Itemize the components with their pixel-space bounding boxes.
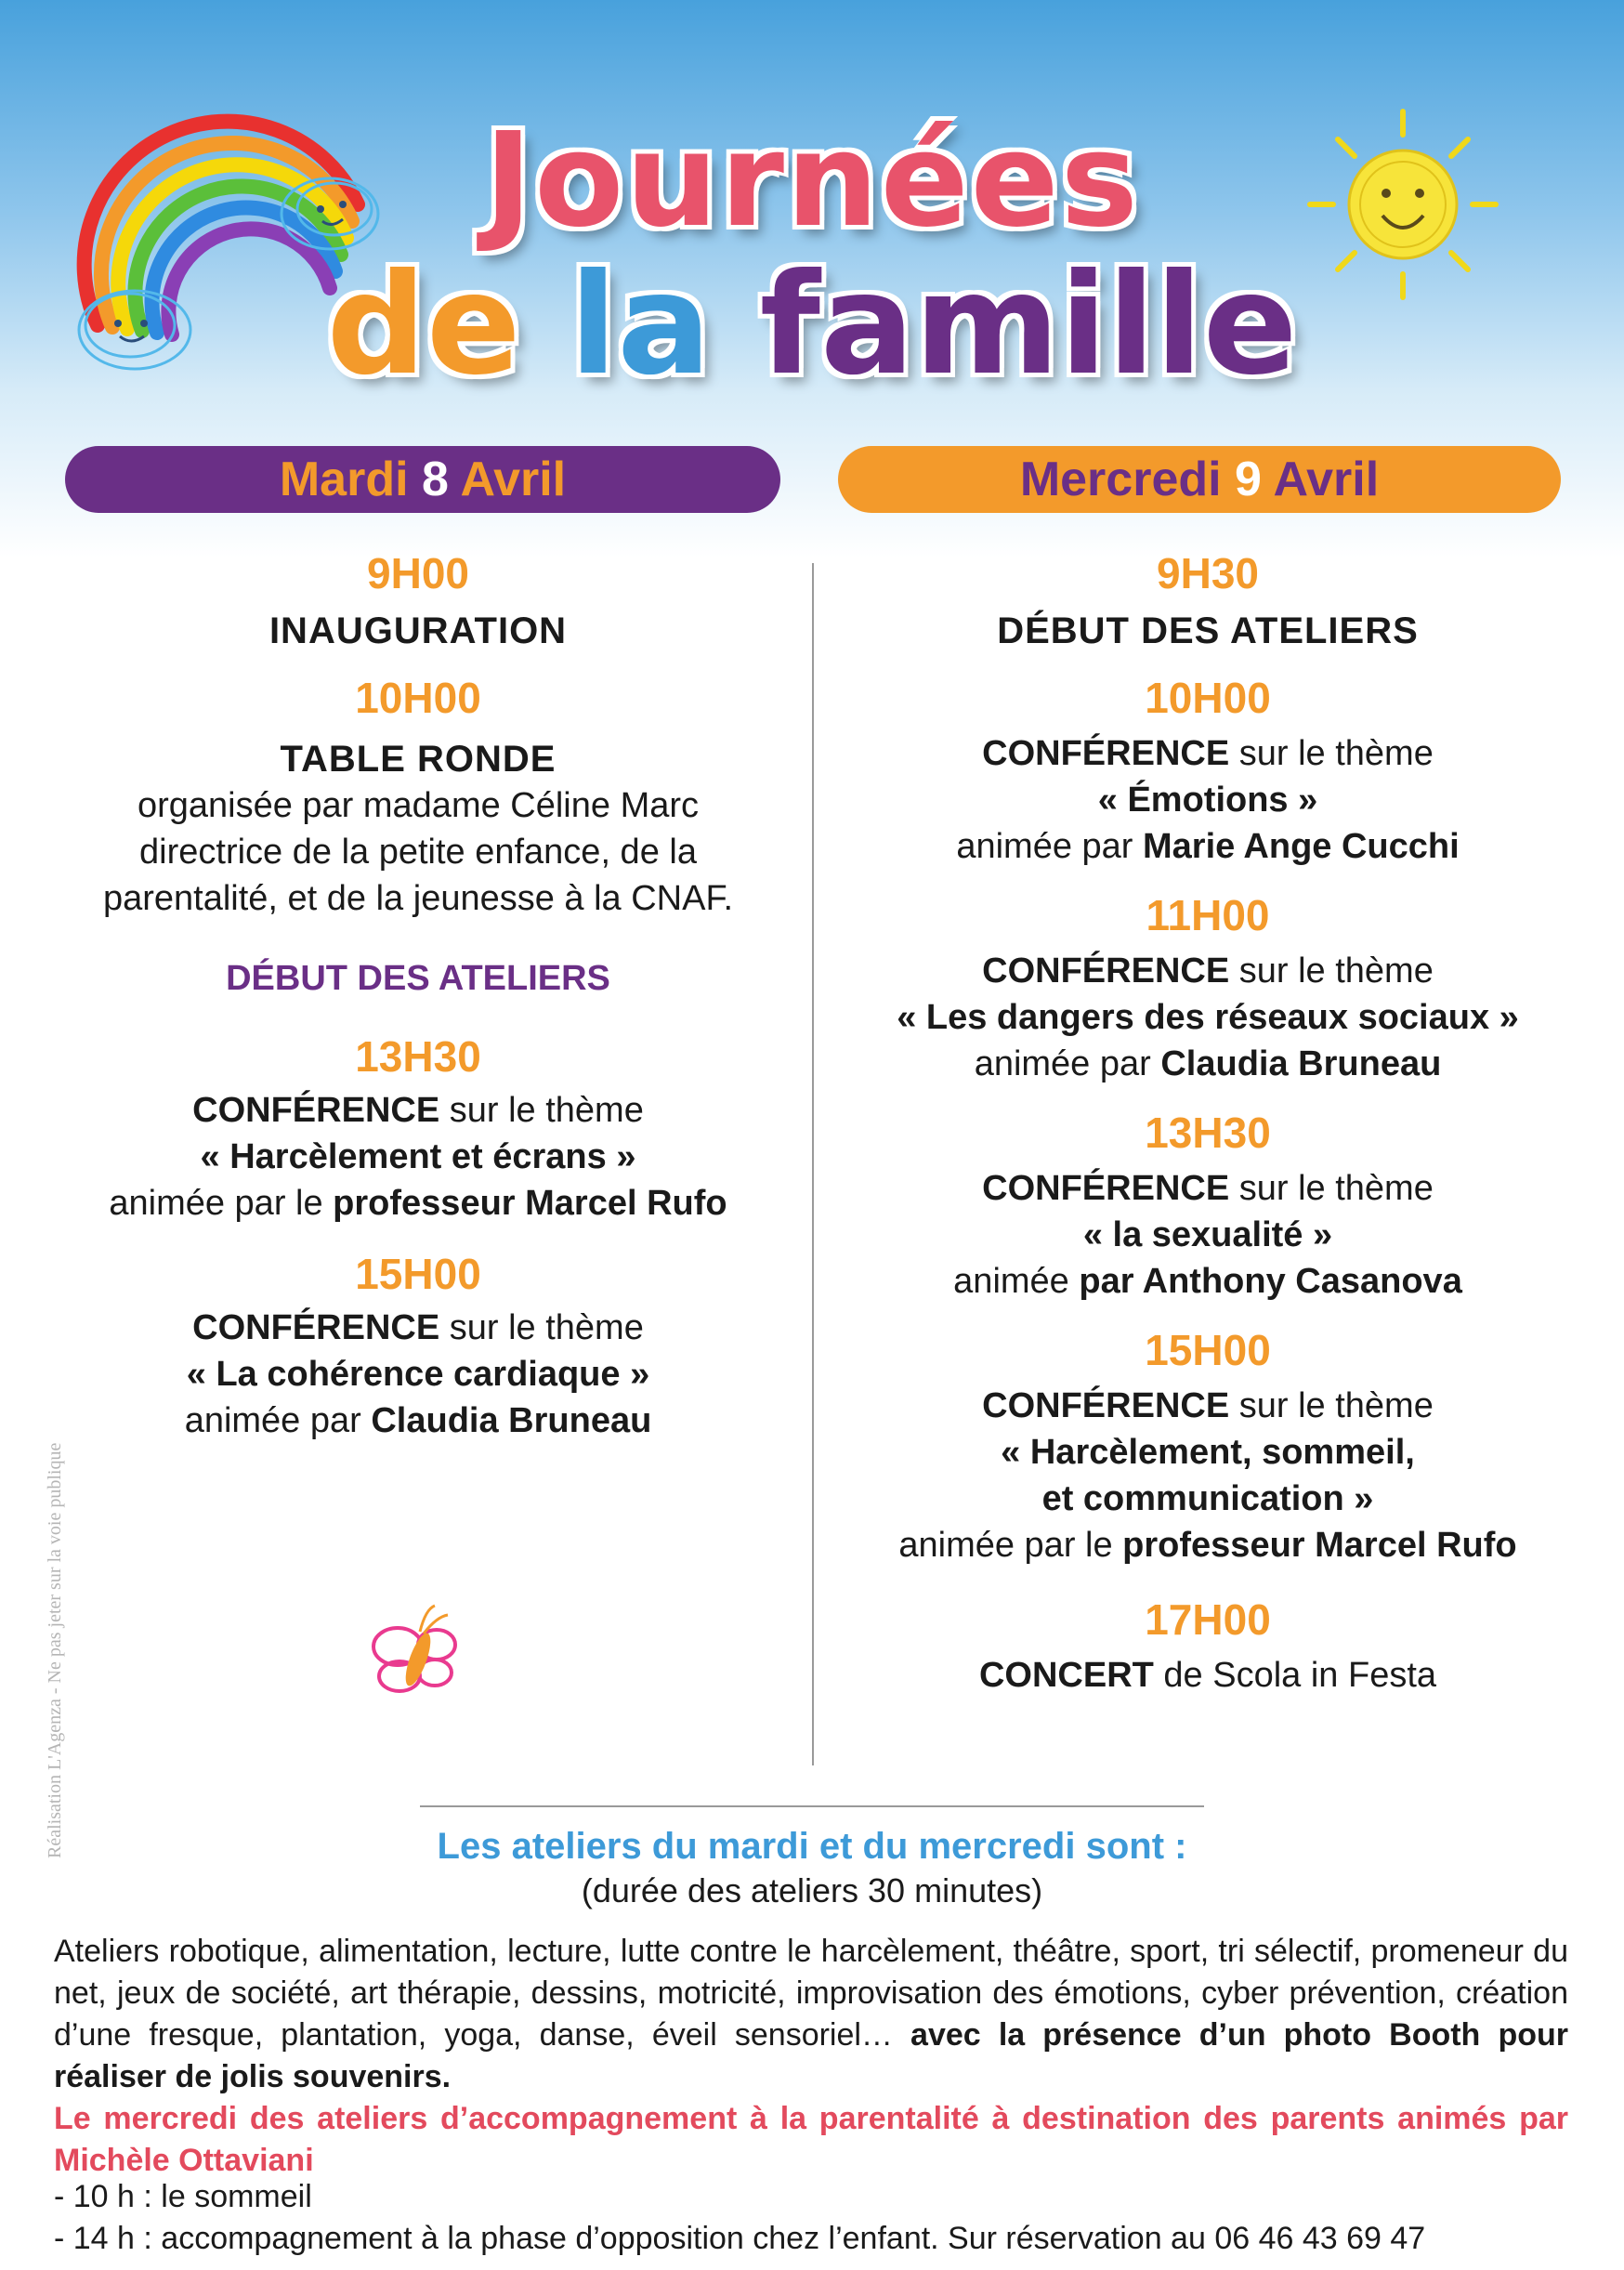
host-prefix: animée par le [898,1526,1123,1565]
title-word-la: la [569,244,712,406]
host-prefix: animée par [956,827,1143,866]
event-host [836,823,1579,870]
event-title: DÉBUT DES ATELIERS [997,610,1419,651]
event-kind: CONFÉRENCE [982,734,1230,773]
time-label: 11H00 [1146,891,1270,939]
time-label: 15H00 [1145,1326,1271,1374]
event-host [56,1180,780,1227]
host-prefix: animée par [184,1401,372,1440]
event-kind-rest: sur le thème [1229,1169,1434,1208]
event-host [836,1522,1579,1568]
event-kind-rest: de Scola in Festa [1153,1656,1437,1695]
event-title: TABLE RONDE [280,739,557,780]
event-text [836,1165,1579,1212]
event-kind: CONFÉRENCE [982,951,1230,991]
event-kind: CONFÉRENCE [982,1169,1230,1208]
host-name: Marie Ange Cucchi [1143,827,1460,866]
title-line-1: Journées [484,105,1140,256]
event-text: directrice de la petite enfance, de la [139,833,697,872]
event-kind-rest: sur le thème [1229,1386,1434,1425]
time-label: 13H30 [355,1032,481,1081]
event-host [836,1041,1579,1087]
event-text [836,948,1579,994]
host-prefix: animée [953,1262,1080,1301]
event-theme: « La cohérence cardiaque » [186,1355,650,1394]
time-label: 13H30 [1145,1109,1271,1157]
butterfly-icon [362,1598,474,1710]
workshop-item: - 14 h : accompagnement à la phase d’opposition chez l’enfant. Sur réservation au 06 46 43 69 47 [54,2221,1426,2256]
column-divider [812,563,814,1765]
time-label: 9H30 [1157,549,1259,597]
ateliers-duration: (durée des ateliers 30 minutes) [581,1871,1043,1909]
event-theme: « Harcèlement, sommeil, [1001,1433,1415,1472]
host-prefix: animée par le [109,1184,334,1223]
host-prefix: animée par [974,1044,1161,1083]
event-host [56,1397,780,1444]
event-text [836,730,1579,777]
ateliers-list-text: Ateliers robotique, alimentation, lecture, lutte contre le harcèlement, théâtre, sport, tri sélectif, promeneur du net, jeux de société, art thérapie, dessins, motricité, improvisation des émotions, cyber prévention, création d’une fresque, plantation, yoga, danse, éveil sensoriel… [54,1934,1568,2053]
event-title: INAUGURATION [268,610,568,651]
event-kind-rest: sur le thème [439,1091,644,1130]
workshop-item: - 10 h : le sommeil [54,2179,312,2214]
day-number: 8 [422,453,449,506]
event-text [836,1652,1579,1699]
event-theme: « Émotions » [1097,781,1318,820]
time-label: 9H00 [367,549,469,597]
ateliers-photo-booth: avec la présence d’un photo Booth pour réaliser de jolis souvenirs. [54,2017,1568,2094]
title-word-famille: famille [759,244,1298,406]
event-host [836,1258,1579,1305]
poster-title [0,105,1624,406]
day-weekday: Mardi [279,453,409,506]
event-text [836,1383,1579,1429]
ateliers-list [54,1931,1568,2098]
event-text: parentalité, et de la jeunesse à la CNAF. [102,879,734,918]
event-theme: et communication » [1041,1479,1374,1518]
host-name: Claudia Bruneau [1160,1044,1442,1083]
event-theme: « Les dangers des réseaux sociaux » [897,998,1519,1037]
ateliers-start: DÉBUT DES ATELIERS [226,959,610,998]
time-label: 10H00 [355,674,481,722]
time-label: 10H00 [1145,674,1271,722]
event-theme: « Harcèlement et écrans » [200,1137,636,1176]
wednesday-schedule [836,548,1579,1699]
tuesday-schedule [56,548,780,1444]
parent-workshops-note: Le mercredi des ateliers d’accompagnement à la parentalité à destination des parents animés par Michèle Ottaviani [54,2101,1568,2178]
event-kind: CONFÉRENCE [982,1386,1230,1425]
host-name: professeur Marcel Rufo [333,1184,727,1223]
event-kind-rest: sur le thème [439,1308,644,1347]
event-kind: CONFÉRENCE [192,1091,440,1130]
event-kind: CONFÉRENCE [192,1308,440,1347]
day-number: 9 [1235,453,1262,506]
host-name: par Anthony Casanova [1079,1262,1462,1301]
section-divider [420,1805,1204,1807]
day-weekday: Mercredi [1019,453,1222,506]
ateliers-heading: Les ateliers du mardi et du mercredi sont : [437,1826,1187,1867]
event-text: organisée par madame Céline Marc [137,786,700,825]
event-kind-rest: sur le thème [1229,951,1434,991]
event-text [56,1305,780,1351]
day-pill-wednesday [838,446,1561,513]
title-line-2 [0,244,1624,406]
event-theme: « la sexualité » [1082,1215,1333,1254]
host-name: Claudia Bruneau [371,1401,652,1440]
time-label: 15H00 [355,1250,481,1298]
day-month: Avril [460,453,567,506]
title-word-de: de [326,244,521,406]
event-kind: CONCERT [978,1656,1154,1695]
day-month: Avril [1273,453,1380,506]
day-pill-tuesday [65,446,780,513]
time-label: 17H00 [1145,1595,1271,1644]
print-credit: Réalisation L'Agenza - Ne pas jeter sur la voie publique [45,1442,65,1858]
event-text [56,1087,780,1134]
host-name: professeur Marcel Rufo [1122,1526,1517,1565]
event-kind-rest: sur le thème [1229,734,1434,773]
